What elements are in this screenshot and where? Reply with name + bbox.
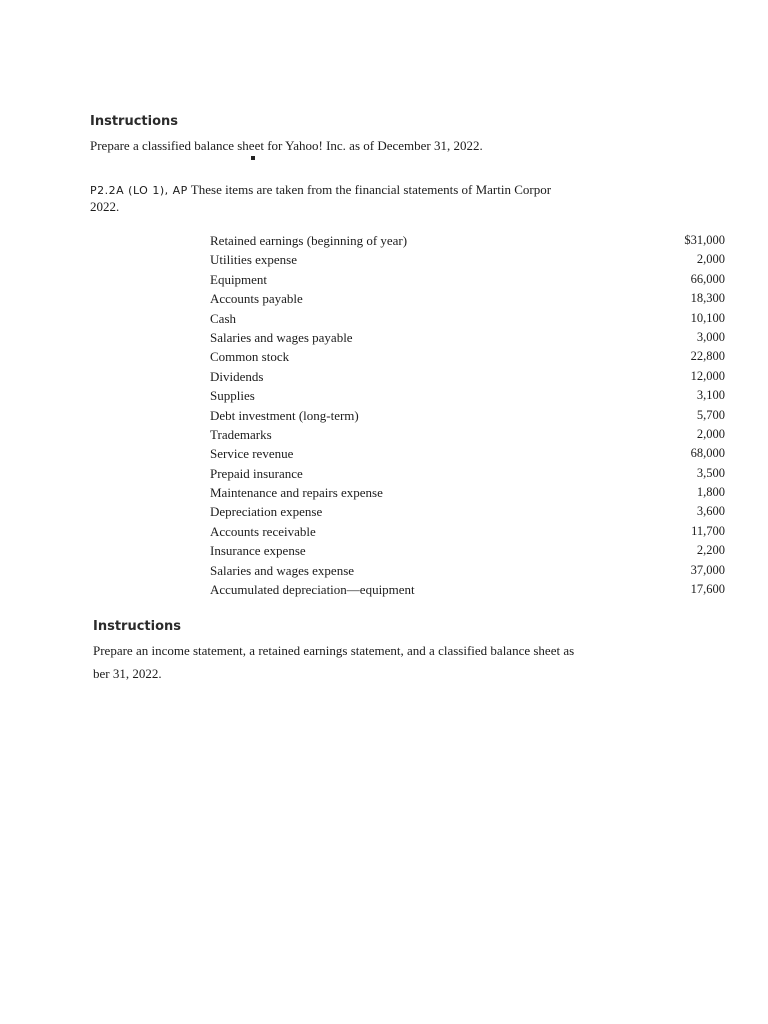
item-row [210, 543, 725, 562]
item-value: 22,800 [690, 349, 725, 364]
item-label: Supplies [210, 388, 255, 404]
item-value: 3,100 [696, 388, 725, 403]
item-row [210, 233, 725, 252]
item-value: 68,000 [690, 446, 725, 461]
item-row [210, 311, 725, 330]
item-row [210, 408, 725, 427]
item-value: 2,000 [696, 426, 725, 441]
item-row [210, 582, 725, 601]
item-label: Depreciation expense [210, 504, 323, 520]
item-value: 17,600 [690, 582, 725, 597]
item-label: Dividends [210, 368, 264, 384]
item-value: 11,700 [691, 523, 725, 538]
item-row [210, 252, 725, 271]
item-label: Salaries and wages payable [210, 329, 353, 345]
item-row [210, 272, 725, 291]
item-row [210, 427, 725, 446]
item-value: 3,600 [696, 504, 725, 519]
instructions-heading-2: Instructions [93, 619, 182, 634]
item-label: Accumulated depreciation—equipment [210, 582, 415, 598]
item-row [210, 330, 725, 349]
problem-intro [90, 182, 551, 198]
item-row [210, 524, 725, 543]
item-value: 18,300 [690, 291, 725, 306]
item-value: 12,000 [690, 368, 725, 383]
item-row [210, 504, 725, 523]
item-row [210, 349, 725, 368]
instructions-heading: Instructions [90, 114, 179, 129]
item-value: 2,000 [696, 252, 725, 267]
instructions-text: Prepare a classified balance sheet for Yahoo! Inc. as of December 31, 2022. [90, 138, 483, 153]
item-row [210, 369, 725, 388]
item-row [210, 485, 725, 504]
item-label: Retained earnings (beginning of year) [210, 233, 408, 248]
item-label: Common stock [210, 349, 290, 365]
problem-intro-text: These items are taken from the financial statements of Martin Corpor [190, 182, 552, 197]
item-value: $31,000 [684, 233, 725, 247]
item-row [210, 466, 725, 485]
item-label: Trademarks [210, 426, 272, 442]
item-value: 1,800 [696, 485, 725, 500]
item-label: Cash [210, 310, 236, 326]
problem-intro-continued: 2022. [90, 199, 120, 214]
problem-id: P2.2A (LO 1), AP [90, 184, 188, 197]
item-label: Accounts receivable [210, 523, 316, 539]
item-value: 66,000 [690, 271, 725, 286]
items-list [210, 233, 725, 601]
item-value: 3,500 [696, 465, 725, 480]
item-value: 2,200 [696, 543, 725, 558]
item-row [210, 291, 725, 310]
item-label: Insurance expense [210, 543, 306, 559]
item-label: Accounts payable [210, 291, 303, 307]
item-row [210, 388, 725, 407]
item-row [210, 446, 725, 465]
item-value: 3,000 [696, 329, 725, 344]
item-row [210, 563, 725, 582]
bullet-mark [251, 156, 255, 160]
item-label: Maintenance and repairs expense [210, 485, 383, 501]
item-label: Debt investment (long-term) [210, 407, 359, 423]
instructions-text-2-continued: ber 31, 2022. [93, 666, 162, 681]
item-label: Service revenue [210, 446, 294, 462]
item-label: Utilities expense [210, 252, 298, 268]
item-label: Prepaid insurance [210, 465, 303, 481]
item-label: Salaries and wages expense [210, 562, 355, 578]
item-value: 37,000 [690, 562, 725, 577]
item-label: Equipment [210, 271, 268, 287]
item-value: 10,100 [690, 310, 725, 325]
instructions-text-2: Prepare an income statement, a retained earnings statement, and a classified balance sheet as [93, 643, 575, 658]
item-value: 5,700 [696, 407, 725, 422]
